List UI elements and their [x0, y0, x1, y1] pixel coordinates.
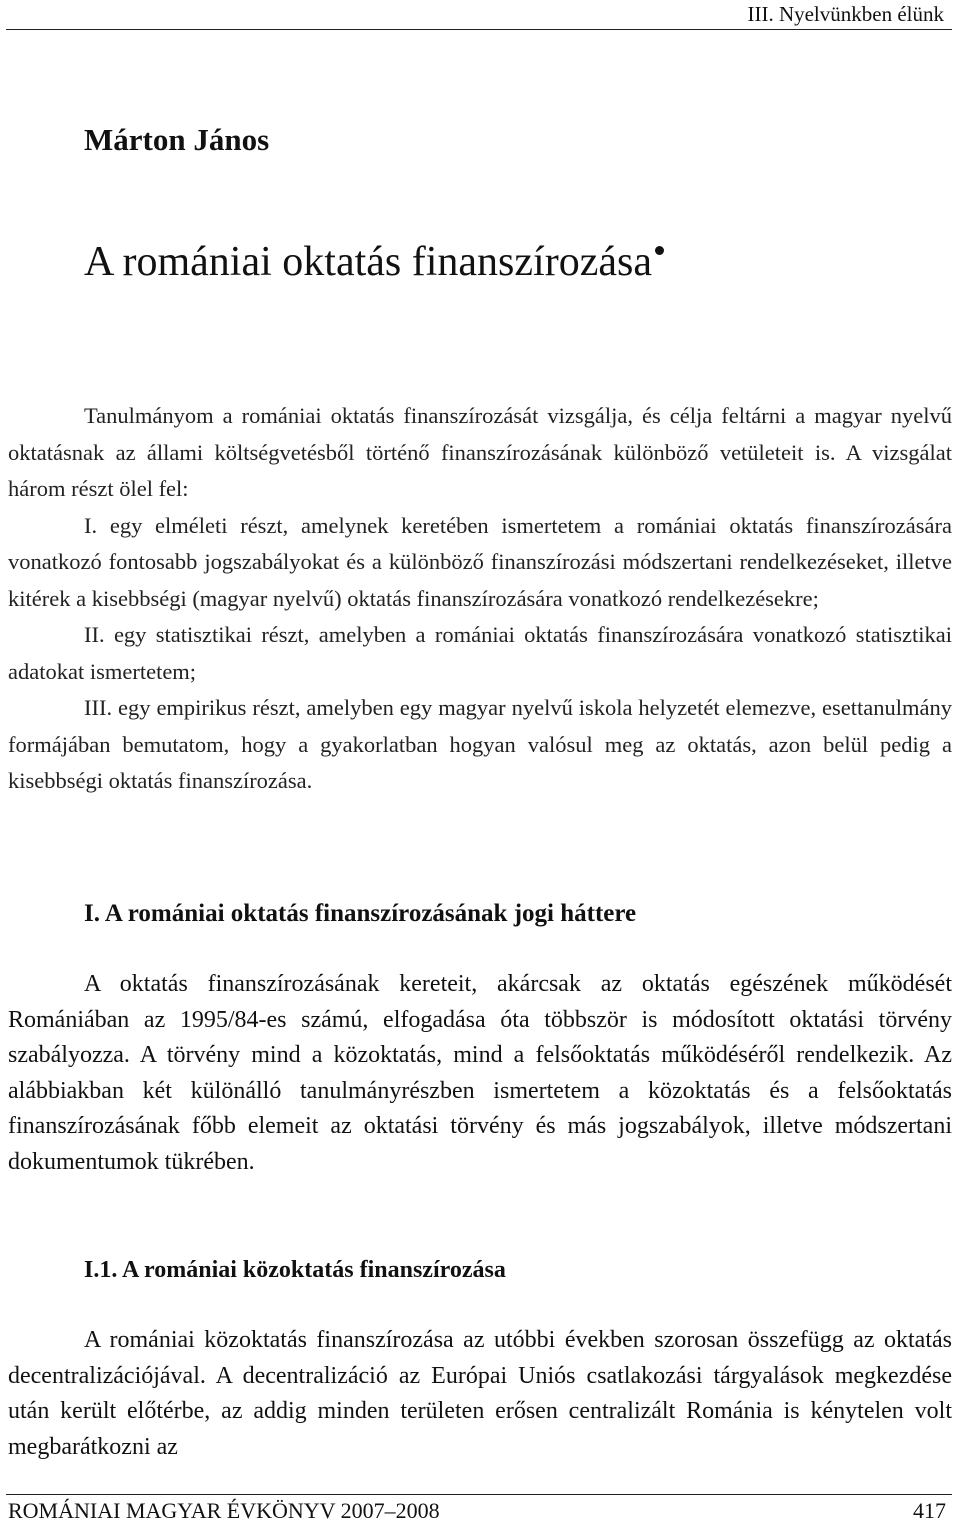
paragraph: A oktatás finanszírozásának kereteit, akárcsak az oktatás egészének működését Romániában az 1995/84-es számú, elfogadása óta többször is módosított oktatási törvény szabályozza. A törvény mind a közoktatás, mind a felsőoktatás működéséről rendelkezik. Az alábbiakban két különálló tanulmányrészben ismertetem a közoktatás és a felsőoktatás finanszírozásának főbb elemeit az oktatási törvény és más jogszabályok, illetve módszertani dokumentumok tükrében.	[8, 971, 952, 1175]
publication-name: ROMÁNIAI MAGYAR ÉVKÖNYV 2007–2008	[8, 1498, 440, 1523]
article-author: Márton János	[84, 122, 270, 157]
abstract	[8, 398, 952, 800]
page-number: 417	[913, 1498, 946, 1523]
article-title	[84, 238, 664, 286]
paragraph: A romániai közoktatás finanszírozása az utóbbi években szorosan összefügg az oktatás decentralizációjával. A decentralizáció az Európai Uniós csatlakozási tárgyalások megkezdése után került előtérbe, az addig minden területen erősen centralizált Románia is kénytelen volt megbarátkozni az	[8, 1327, 952, 1460]
abstract-intro: Tanulmányom a romániai oktatás finanszírozását vizsgálja, és célja feltárni a magyar nyelvű oktatásnak az állami költségvetésből történő finanszírozásának különböző vetületeit is. A vizsgálat három részt ölel fel:	[8, 403, 952, 501]
subsection-heading-public-education: I.1. A romániai közoktatás finanszírozása	[84, 1257, 506, 1283]
abstract-item-1: I. egy elméleti részt, amelynek keretében ismertetem a romániai oktatás finanszírozására vonatkozó fontosabb jogszabályokat és a különböző finanszírozási módszertani rendelkezéseket, illetve kitérek a kisebbségi (magyar nyelvű) oktatás finanszírozására vonatkozó rendelkezésekre;	[8, 512, 952, 611]
footer-divider	[6, 1494, 952, 1495]
page-footer	[0, 1490, 960, 1529]
section-legal-background-body	[8, 967, 952, 1181]
abstract-item-3: III. egy empirikus részt, amelyben egy magyar nyelvű iskola helyzetét elemezve, esettanulmány formájában bemutatom, hogy a gyakorlatban hogyan valósul meg az oktatás, azon belül pedig a kisebbségi oktatás finanszírozása.	[8, 695, 952, 793]
subsection-public-education-body	[8, 1323, 952, 1465]
section-heading-legal-background: I. A romániai oktatás finanszírozásának jogi háttere	[84, 900, 637, 927]
abstract-item-2: II. egy statisztikai részt, amelyben a romániai oktatás finanszírozására vonatkozó statisztikai adatokat ismertetem;	[8, 622, 952, 684]
footnote-bullet-icon	[655, 246, 664, 255]
page-header	[0, 0, 960, 36]
running-header-section: III. Nyelvünkben élünk	[747, 2, 944, 26]
header-divider	[6, 29, 952, 30]
article-title-text: A romániai oktatás finanszírozása	[84, 239, 652, 285]
